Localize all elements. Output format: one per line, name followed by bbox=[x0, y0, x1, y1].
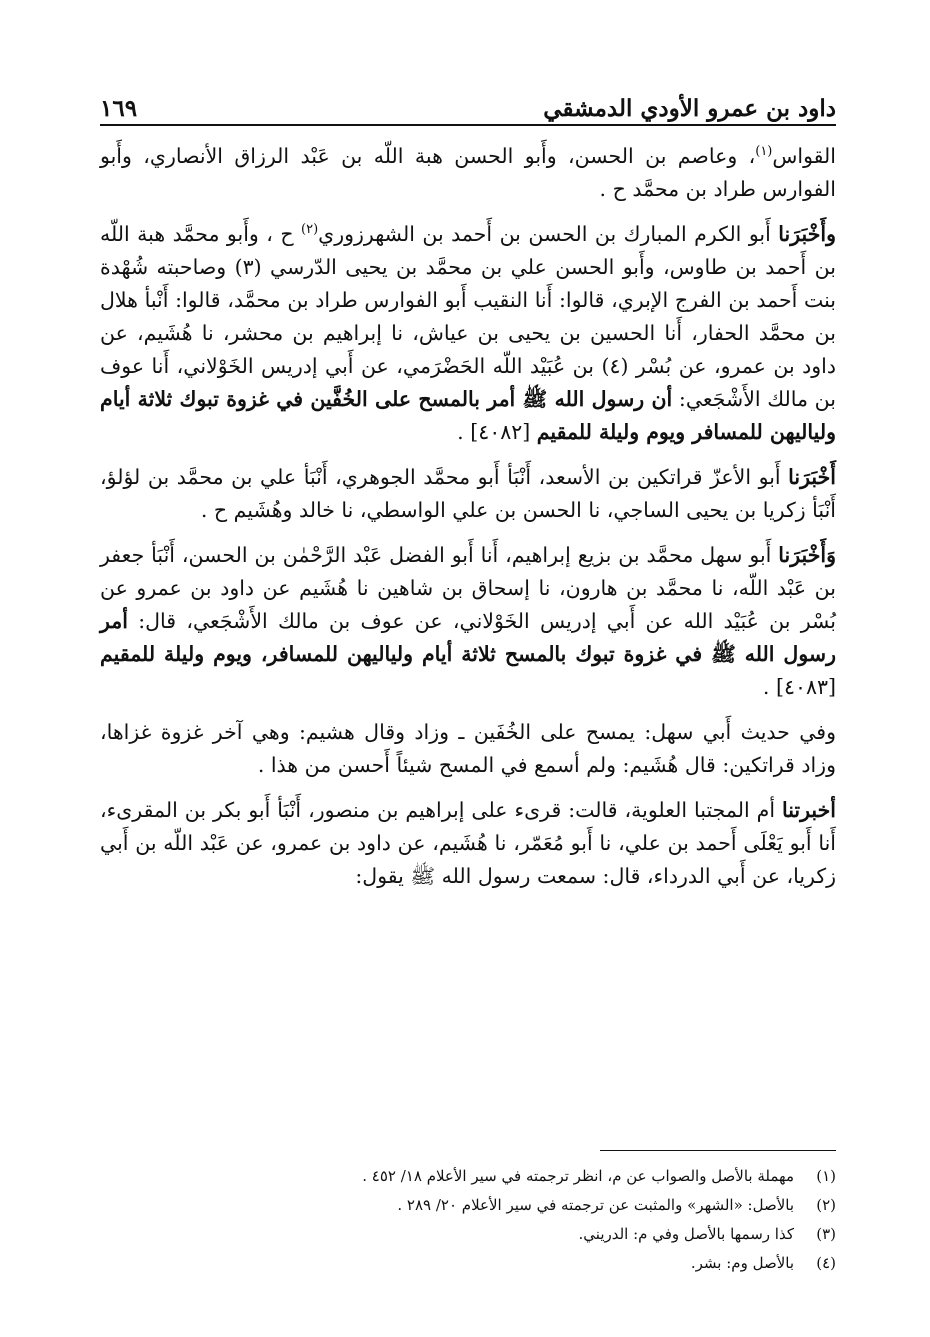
footnote bbox=[100, 1162, 836, 1191]
running-title: داود بن عمرو الأودي الدمشقي bbox=[543, 95, 836, 122]
paragraph-1 bbox=[100, 140, 836, 206]
footnotes bbox=[100, 1162, 836, 1278]
paragraph-text: أَبو الكرم المبارك بن الحسن بن أَحمد بن الشهرزوري bbox=[318, 222, 779, 246]
paragraph-2 bbox=[100, 218, 836, 449]
paragraph-rest: ، وعاصم بن الحسن، وأَبو الحسن هبة اللّه بن عَبْد الرزاق الأنصاري، وأَبو الفوارس طراد بن محمَّد ح . bbox=[100, 144, 836, 201]
footnote-number: (٣) bbox=[816, 1225, 836, 1243]
header-rule bbox=[100, 124, 836, 126]
page-number: ١٦٩ bbox=[100, 95, 138, 122]
footnote-text: كذا رسمها بالأصل وفي م: الدريني. bbox=[578, 1225, 794, 1243]
paragraph-text: أَبو الأعزّ قراتكين بن الأسعد، أَنْبَأ أَبو محمَّد الجوهري، أَنْبَأ علي بن محمَّد بن لؤلؤ، أَنْبَأ زكريا بن يحيى الساجي، نا الحسن بن علي الواسطي، نا خالد وهُشَيم ح . bbox=[100, 465, 836, 522]
paragraph-3 bbox=[100, 461, 836, 527]
footnote-number: (٢) bbox=[816, 1196, 836, 1214]
main-text bbox=[100, 140, 836, 905]
paragraph-5 bbox=[100, 716, 836, 782]
page-header bbox=[100, 86, 836, 122]
paragraph-text: القواس bbox=[772, 144, 836, 168]
footnote-text: بالأصل: «الشهر» والمثبت عن ترجمته في سير الأعلام ٢٠/ ٢٨٩ . bbox=[397, 1196, 794, 1214]
footnote-ref: (١) bbox=[755, 144, 773, 160]
footnote bbox=[100, 1220, 836, 1249]
paragraph-lead: أخبرتنا bbox=[781, 798, 836, 822]
footnote-text: مهملة بالأصل والصواب عن م، انظر ترجمته في سير الأعلام ١٨/ ٤٥٢ . bbox=[362, 1167, 794, 1185]
paragraph-4 bbox=[100, 539, 836, 704]
footnote-number: (٤) bbox=[816, 1254, 836, 1272]
paragraph-text: وفي حديث أَبي سهل: يمسح على الخُفَين ـ وزاد وقال هشيم: وهي آخر غزوة غزاها، وزاد قراتكين: قال هُشَيم: ولم أسمع في المسح شيئاً أَحسن من هذا . bbox=[100, 720, 836, 777]
footnote-rule bbox=[600, 1150, 836, 1151]
hadith-text: أن رسول الله ﷺ أمر بالمسح على الخُفَّين في غزوة تبوك ثلاثة أيام ولياليهن للمسافر ويوم وليلة للمقيم bbox=[100, 387, 836, 444]
paragraph-text: أَبو سهل محمَّد بن بزيع إبراهيم، أَنا أَبو الفضل عَبْد الرَّحْمٰن بن الحسن، أَنْبَأ جعفر بن عَبْد اللّه، نا محمَّد بن هارون، نا إسحاق بن شاهين نا هُشَيم عن داود بن عمرو عن بُسْر بن عُبَيْد الله عن أَبي إدريس الخَوْلاني، عن عوف بن مالك الأَشْجَعي، قال: bbox=[100, 543, 836, 633]
footnote-number: (١) bbox=[816, 1167, 836, 1185]
hadith-text: أمر رسول الله ﷺ في غزوة تبوك بالمسح ثلاثة أيام ولياليهن للمسافر، ويوم وليلة للمقيم bbox=[100, 609, 836, 666]
paragraph-text: أم المجتبا العلوية، قالت: قرىء على إبراهيم بن منصور، أَنْبَأ أَبو بكر بن المقرىء، أَنا أَبو يَعْلَى أَحمد بن علي، نا أَبو مُعَمّر، نا هُشَيم، عن داود بن عمرو، عن عَبْد اللّه بن أَبي زكريا، عن أَبي الدرداء، قال: سمعت رسول الله ﷺ يقول: bbox=[100, 798, 836, 888]
hadith-number: [٤٠٨٣] . bbox=[762, 675, 836, 699]
paragraph-lead: وَأَخْبَرَنا bbox=[778, 543, 836, 567]
footnote bbox=[100, 1249, 836, 1278]
paragraph-rest: ح ، وأَبو محمَّد هبة اللّه بن أَحمد بن طاوس، وأَبو الحسن علي بن محمَّد بن يحيى الدّرسي (٣) وصاحبته شُهْدة بنت أَحمد بن الفرج الإبري، قالوا: أَنا النقيب أَبو الفوارس طراد بن محمَّد، قالوا: أَنْبأ هلال بن محمَّد الحفار، أَنا الحسين بن يحيى بن عياش، نا إبراهيم بن محشر، نا هُشَيم، عن داود بن عمرو، عن بُسْر (٤) بن عُبَيْد اللّه الحَضْرَمي، عن أَبي إدريس الخَوْلاني، أَنا عوف بن مالك الأَشْجَعي: bbox=[100, 222, 836, 411]
footnote-ref: (٢) bbox=[301, 222, 319, 238]
footnote bbox=[100, 1191, 836, 1220]
footnote-text: بالأصل وم: بشر. bbox=[690, 1254, 794, 1272]
paragraph-lead: وأَخْبَرَنا bbox=[778, 222, 837, 246]
paragraph-lead: أَخْبَرَنا bbox=[788, 465, 836, 489]
hadith-number: [٤٠٨٢] . bbox=[457, 420, 537, 444]
paragraph-6 bbox=[100, 794, 836, 893]
